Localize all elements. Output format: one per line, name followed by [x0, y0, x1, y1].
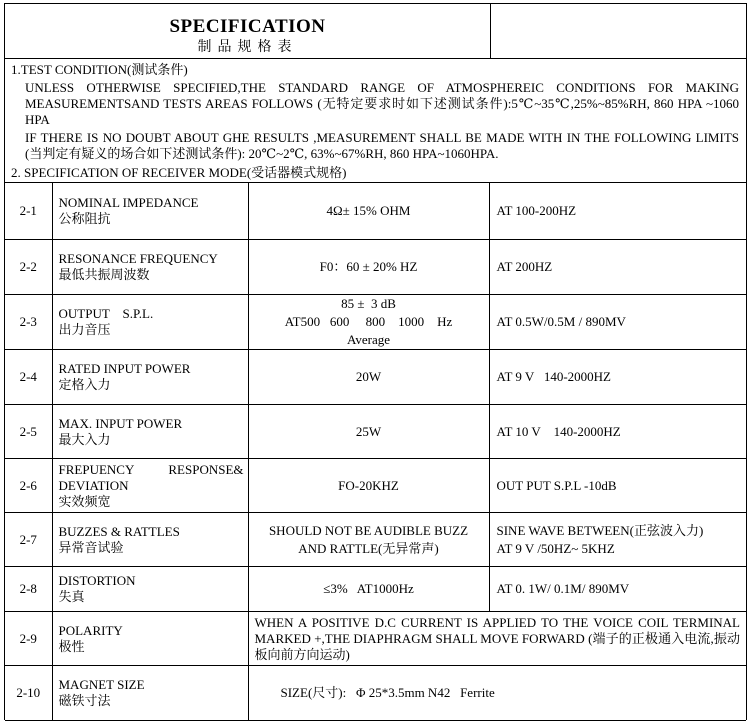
table-row — [5, 513, 746, 567]
section2-title: 2. SPECIFICATION OF RECEIVER MODE(受话器模式规格) — [11, 165, 347, 180]
item-chinese: 实效频宽 — [58, 493, 111, 509]
item-english: FREPUENCY RESPONSE& — [58, 461, 244, 477]
item-chinese: 异常音试验 — [58, 539, 124, 555]
value-cell — [248, 513, 489, 567]
value-cell: ≤3% AT1000Hz — [248, 567, 489, 612]
title-english: SPECIFICATION — [169, 16, 326, 37]
row-number: 2-7 — [5, 513, 52, 567]
condition-cell: OUT PUT S.P.L -10dB — [489, 459, 746, 513]
test-condition-section — [5, 58, 746, 183]
value-line-3: Average — [346, 332, 391, 347]
condition-line-2: AT 9 V /50HZ~ 5KHZ — [496, 540, 615, 556]
section1-title: 1.TEST CONDITION(测试条件) — [11, 62, 188, 77]
value-cell: 25W — [248, 405, 489, 459]
value-cell — [248, 295, 489, 350]
item-english: DISTORTION — [58, 573, 136, 588]
row-number: 2-5 — [5, 405, 52, 459]
item-chinese: 最低共振周波数 — [58, 267, 150, 282]
item-english: OUTPUT S.P.L. — [58, 306, 154, 321]
item-chinese: 出力音压 — [58, 322, 111, 337]
item-english: RATED INPUT POWER — [58, 361, 191, 376]
value-line-1: 85 ± 3 dB — [341, 296, 396, 311]
value-cell: 20W — [248, 350, 489, 405]
value-cell: F0：60 ± 20% HZ — [248, 240, 489, 295]
value-line-2: AT500 600 800 1000 Hz — [284, 314, 453, 329]
value-cell: 4Ω± 15% OHM — [248, 183, 489, 240]
row-number: 2-8 — [5, 567, 52, 612]
header-row — [5, 4, 746, 59]
row-number: 2-6 — [5, 459, 52, 513]
table-row — [5, 405, 746, 459]
condition-cell: AT 200HZ — [489, 240, 746, 295]
row-number: 2-3 — [5, 295, 52, 350]
item-english-line-2: DEVIATION — [58, 477, 129, 493]
spec-table — [5, 182, 746, 721]
item-cell — [52, 405, 248, 459]
row-number: 2-4 — [5, 350, 52, 405]
item-cell — [52, 183, 248, 240]
row-number: 2-2 — [5, 240, 52, 295]
item-chinese: 最大入力 — [58, 431, 111, 447]
item-cell — [52, 350, 248, 405]
item-cell — [52, 459, 248, 513]
condition-cell: AT 0. 1W/ 0.1M/ 890MV — [489, 567, 746, 612]
test-condition-paragraph-2: IF THERE IS NO DOUBT ABOUT GHE RESULTS ,MEASUREMENT SHALL BE MADE WITH IN THE FOLLOWING LIMITS (当判定有疑义的场合如下述测试条件): 20℃~2℃, 63%~67%RH, 860 HPA~1060HPA. — [25, 130, 739, 161]
condition-cell: AT 9 V 140-2000HZ — [489, 350, 746, 405]
table-row — [5, 459, 746, 513]
item-english: RESONANCE FREQUENCY — [58, 251, 218, 266]
row-number: 2-9 — [5, 612, 52, 666]
item-cell — [52, 666, 248, 721]
table-row — [5, 183, 746, 240]
test-condition-paragraph-1: UNLESS OTHERWISE SPECIFIED,THE STANDARD RANGE OF ATMOSPHEREIC CONDITIONS FOR MAKING MEASUREMENTSAND TESTS AREAS FOLLOWS (无特定要求时如下述测试条件):5℃~35℃,25%~85%RH, 860 HPA ~1060 HPA — [25, 80, 739, 127]
polarity-description: WHEN A POSITIVE D.C CURRENT IS APPLIED TO THE VOICE COIL TERMINAL MARKED +,THE DIAPHRAGM SHALL MOVE FORWARD (端子的正极通入电流,振动板向前方向运动) — [248, 612, 746, 666]
row-number: 2-1 — [5, 183, 52, 240]
item-english: BUZZES & RATTLES — [58, 523, 180, 539]
specification-sheet — [4, 3, 747, 720]
item-cell — [52, 513, 248, 567]
item-english: MAGNET SIZE — [58, 677, 145, 692]
item-cell — [52, 612, 248, 666]
table-row — [5, 612, 746, 666]
title-chinese: 制品规格表 — [197, 40, 298, 55]
title-cell — [5, 4, 491, 58]
item-english: NOMINAL IMPEDANCE — [58, 195, 199, 210]
magnet-size-cell: SIZE(尺寸): Φ 25*3.5mm N42 Ferrite — [248, 666, 746, 721]
table-row — [5, 567, 746, 612]
table-row — [5, 666, 746, 721]
value-cell: FO-20KHZ — [248, 459, 489, 513]
value-line-2: AND RATTLE(无异常声) — [298, 540, 439, 556]
item-cell — [52, 240, 248, 295]
condition-line-1: SINE WAVE BETWEEN(正弦波入力) — [496, 522, 704, 538]
table-row — [5, 350, 746, 405]
row-number: 2-10 — [5, 666, 52, 721]
condition-cell: AT 0.5W/0.5M / 890MV — [489, 295, 746, 350]
item-chinese: 磁铁寸法 — [58, 693, 111, 708]
item-english: MAX. INPUT POWER — [58, 415, 183, 431]
item-cell — [52, 567, 248, 612]
item-english: POLARITY — [58, 622, 123, 638]
condition-cell: AT 100-200HZ — [489, 183, 746, 240]
item-chinese: 公称阻抗 — [58, 211, 111, 226]
item-cell — [52, 295, 248, 350]
condition-cell — [489, 513, 746, 567]
item-chinese: 极性 — [58, 638, 85, 654]
item-chinese: 定格入力 — [58, 377, 111, 392]
table-row — [5, 295, 746, 350]
value-line-1: SHOULD NOT BE AUDIBLE BUZZ — [268, 522, 469, 538]
condition-cell: AT 10 V 140-2000HZ — [489, 405, 746, 459]
table-row — [5, 240, 746, 295]
item-chinese: 失真 — [58, 589, 85, 604]
